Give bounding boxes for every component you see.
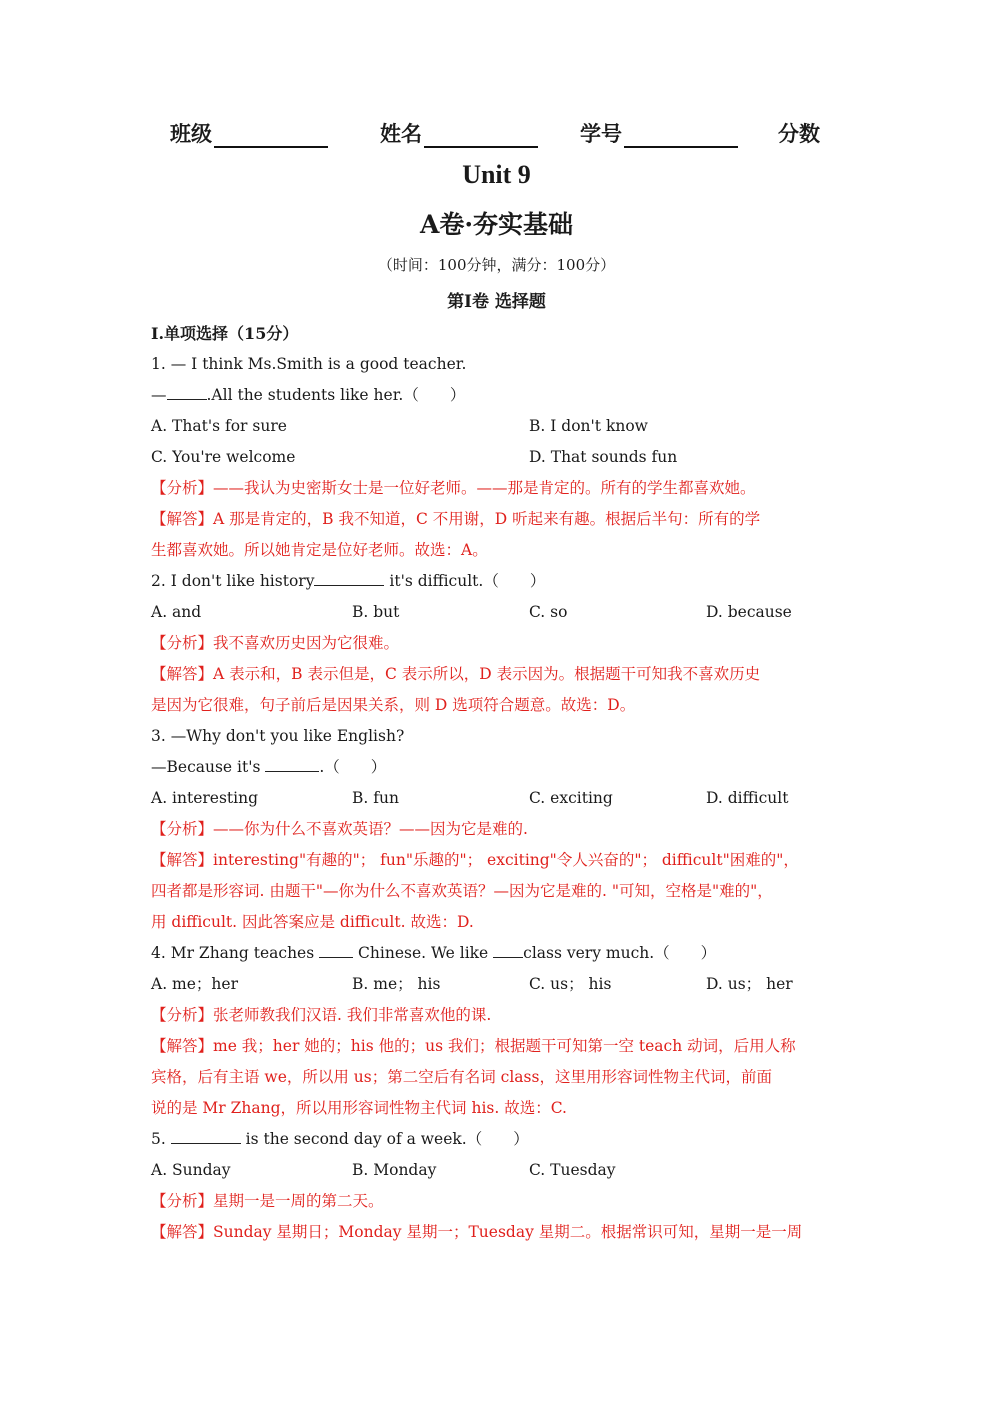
student-id-label: 学号	[580, 121, 622, 146]
answer-blank[interactable]	[493, 939, 523, 958]
score-label: 分数	[778, 121, 820, 146]
question-5-stem: 5. is the second day of a week.（ ）	[151, 1124, 851, 1155]
score-field	[778, 118, 820, 148]
question-3-stem: 3. —Why don't you like English?	[151, 727, 405, 745]
analysis-text: 【分析】我不喜欢历史因为它很难。	[151, 634, 400, 652]
answer-blank[interactable]	[171, 1125, 241, 1144]
student-id-blank[interactable]	[624, 120, 738, 148]
answer-blank[interactable]	[319, 939, 353, 958]
part-title: 第Ⅰ卷 选择题	[447, 292, 546, 312]
question-4-options	[151, 969, 851, 1000]
option-c[interactable]: C. us； his	[529, 975, 612, 993]
analysis-text: 【分析】——你为什么不喜欢英语？——因为它是难的.	[151, 820, 528, 838]
option-a[interactable]: A. interesting	[151, 789, 259, 807]
question-2-stem: 2. I don't like history it's difficult.（ ）	[151, 566, 851, 597]
question-4-stem: 4. Mr Zhang teaches Chinese. We like class very much.（ ）	[151, 938, 851, 969]
question-3-line-2: —Because it's .（ ）	[151, 752, 851, 783]
answer-blank[interactable]	[314, 567, 384, 586]
option-c[interactable]: C. exciting	[529, 789, 613, 807]
answer-text: 【解答】A 那是肯定的，B 我不知道，C 不用谢，D 听起来有趣。根据后半句：所有的学	[151, 510, 761, 528]
analysis-text: 【分析】张老师教我们汉语. 我们非常喜欢他的课.	[151, 1006, 492, 1024]
answer-text: 四者都是形容词. 由题干"—你为什么不喜欢英语？—因为它是难的. "可知，空格是"难的"，	[151, 882, 773, 900]
option-a[interactable]: A. me；her	[151, 975, 238, 993]
question-1-options-row-2	[151, 442, 851, 473]
name-field[interactable]	[380, 118, 538, 148]
option-d[interactable]: D. That sounds fun	[529, 448, 678, 466]
question-3-options	[151, 783, 851, 814]
question-1-options-row-1	[151, 411, 851, 442]
name-label: 姓名	[380, 121, 422, 146]
answer-text: 【解答】Sunday 星期日；Monday 星期一；Tuesday 星期二。根据常识可知，星期一是一周	[151, 1223, 803, 1241]
volume-title: A卷·夯实基础	[419, 210, 574, 239]
question-1-stem: 1. — I think Ms.Smith is a good teacher.	[151, 355, 467, 373]
class-label: 班级	[170, 121, 212, 146]
name-blank[interactable]	[424, 120, 538, 148]
option-d[interactable]: D. because	[706, 603, 792, 621]
option-d[interactable]: D. us； her	[706, 975, 793, 993]
option-b[interactable]: B. Monday	[352, 1161, 437, 1179]
option-d[interactable]: D. difficult	[706, 789, 789, 807]
option-b[interactable]: B. I don't know	[529, 417, 648, 435]
question-1-line-2: — .All the students like her.（ ）	[151, 380, 851, 411]
option-c[interactable]: C. so	[529, 603, 568, 621]
answer-blank[interactable]	[167, 381, 207, 400]
answer-text: 【解答】me 我；her 她的；his 他的；us 我们；根据题干可知第一空 teach 动词，后用人称	[151, 1037, 796, 1055]
analysis-text: 【分析】星期一是一周的第二天。	[151, 1192, 384, 1210]
option-c[interactable]: C. Tuesday	[529, 1161, 616, 1179]
section-heading: I.单项选择（15分）	[151, 324, 299, 343]
option-c[interactable]: C. You're welcome	[151, 448, 296, 466]
analysis-text: 【分析】——我认为史密斯女士是一位好老师。——那是肯定的。所有的学生都喜欢她。	[151, 479, 756, 497]
answer-text: 说的是 Mr Zhang，所以用形容词性物主代词 his. 故选：C.	[151, 1099, 567, 1117]
answer-text: 【解答】A 表示和，B 表示但是，C 表示所以，D 表示因为。根据题干可知我不喜欢历史	[151, 665, 761, 683]
answer-text: 宾格，后有主语 we，所以用 us；第二空后有名词 class，这里用形容词性物主代词，前面	[151, 1068, 772, 1086]
answer-text: 生都喜欢她。所以她肯定是位好老师。故选：A。	[151, 541, 488, 559]
time-info: （时间：100分钟，满分：100分）	[377, 256, 616, 274]
option-a[interactable]: A. Sunday	[151, 1161, 231, 1179]
answer-text: 【解答】interesting"有趣的"； fun"乐趣的"； exciting"令人兴奋的"； difficult"困难的"，	[151, 851, 799, 869]
student-info-row	[170, 118, 830, 152]
question-2-options	[151, 597, 851, 628]
student-id-field[interactable]	[580, 118, 738, 148]
unit-title: Unit 9	[462, 160, 531, 189]
option-b[interactable]: B. fun	[352, 789, 399, 807]
question-area	[151, 318, 851, 1248]
answer-text: 是因为它很难，句子前后是因果关系，则 D 选项符合题意。故选：D。	[151, 696, 636, 714]
class-field[interactable]	[170, 118, 328, 148]
option-b[interactable]: B. but	[352, 603, 400, 621]
option-a[interactable]: A. and	[151, 603, 202, 621]
question-5-options	[151, 1155, 851, 1186]
class-blank[interactable]	[214, 120, 328, 148]
option-a[interactable]: A. That's for sure	[151, 417, 287, 435]
option-b[interactable]: B. me； his	[352, 975, 441, 993]
answer-blank[interactable]	[265, 753, 319, 772]
answer-text: 用 difficult. 因此答案应是 difficult. 故选：D.	[151, 913, 474, 931]
